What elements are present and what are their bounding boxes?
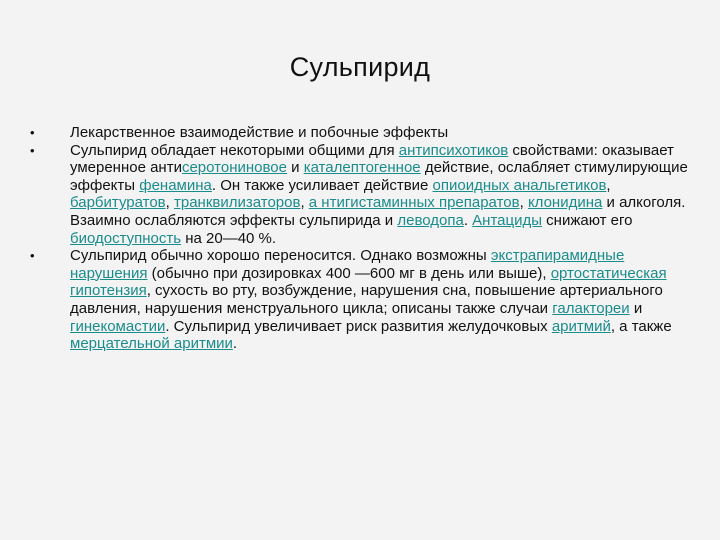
bullet-text: , сухость во рту, возбуждение, нарушения сна, повышение артериального давления, нарушения менструального цикла; описаны также случаи	[70, 282, 663, 317]
term-link[interactable]: антипсихотиков	[398, 141, 509, 159]
bullet-text: ,	[300, 194, 309, 212]
term-link[interactable]: Антациды	[472, 211, 543, 229]
bullet-text: Лекарственное взаимодействие и побочные эффекты	[70, 124, 449, 141]
term-link[interactable]: транквилизаторов	[173, 194, 301, 212]
term-link[interactable]: фенамина	[139, 176, 212, 194]
bullet-marker: •	[30, 142, 35, 158]
bullet-text: ,	[519, 194, 528, 212]
term-link[interactable]: а нтигистаминных препаратов	[308, 194, 520, 212]
term-link[interactable]: леводопа	[397, 211, 464, 229]
term-link[interactable]: биодоступность	[70, 229, 182, 247]
term-link[interactable]: клонидина	[527, 194, 603, 212]
term-link[interactable]: каталептогенное	[303, 159, 421, 177]
bullet-text: и алкоголя. Взаимно ослабляются эффекты сульпирида и	[70, 194, 686, 229]
term-link[interactable]: мерцательной аритмии	[70, 335, 233, 353]
bullet-text: действие, ослабляет стимулирующие эффекты	[70, 159, 688, 194]
bullet-text: (обычно при дозировках 400 —600 мг в день или выше),	[147, 264, 551, 282]
bullet-item	[24, 124, 690, 142]
bullet-text: .	[463, 211, 473, 229]
slide-title: Сульпирид	[289, 52, 431, 82]
bullet-marker: •	[30, 125, 35, 140]
bullet-item	[24, 142, 690, 248]
term-link[interactable]: гинекомастии	[70, 317, 166, 335]
bullet-text: ,	[606, 176, 611, 194]
bullet-text: свойствами: оказывает умеренное анти	[70, 141, 674, 177]
term-link[interactable]: серотониновое	[181, 159, 287, 177]
term-link[interactable]: опиоидных анальгетиков	[432, 176, 607, 194]
bullet-text: Сульпирид обладает некоторыми общими для	[70, 141, 399, 159]
bullet-text: снижают его	[542, 211, 633, 229]
bullet-list	[24, 124, 690, 353]
bullet-text: и	[286, 159, 304, 177]
term-link[interactable]: барбитуратов	[70, 194, 166, 212]
bullet-text: .	[232, 335, 238, 353]
bullet-text: ,	[165, 194, 174, 212]
bullet-marker: •	[30, 248, 35, 264]
term-link[interactable]: ортостатическая гипотензия	[70, 264, 667, 300]
bullet-text: и	[629, 299, 643, 317]
bullet-text: . Сульпирид увеличивает риск развития желудочковых	[165, 317, 552, 335]
term-link[interactable]: аритмий	[551, 317, 611, 335]
bullet-text: на 20—40 %.	[181, 229, 277, 247]
term-link[interactable]: экстрапирамидные нарушения	[70, 247, 625, 282]
bullet-item	[24, 247, 690, 353]
bullet-text: , а также	[610, 317, 672, 335]
bullet-text: Сульпирид обычно хорошо переносится. Однако возможны	[70, 247, 491, 265]
bullet-text: . Он также усиливает действие	[211, 176, 433, 194]
term-link[interactable]: галактореи	[552, 299, 630, 317]
